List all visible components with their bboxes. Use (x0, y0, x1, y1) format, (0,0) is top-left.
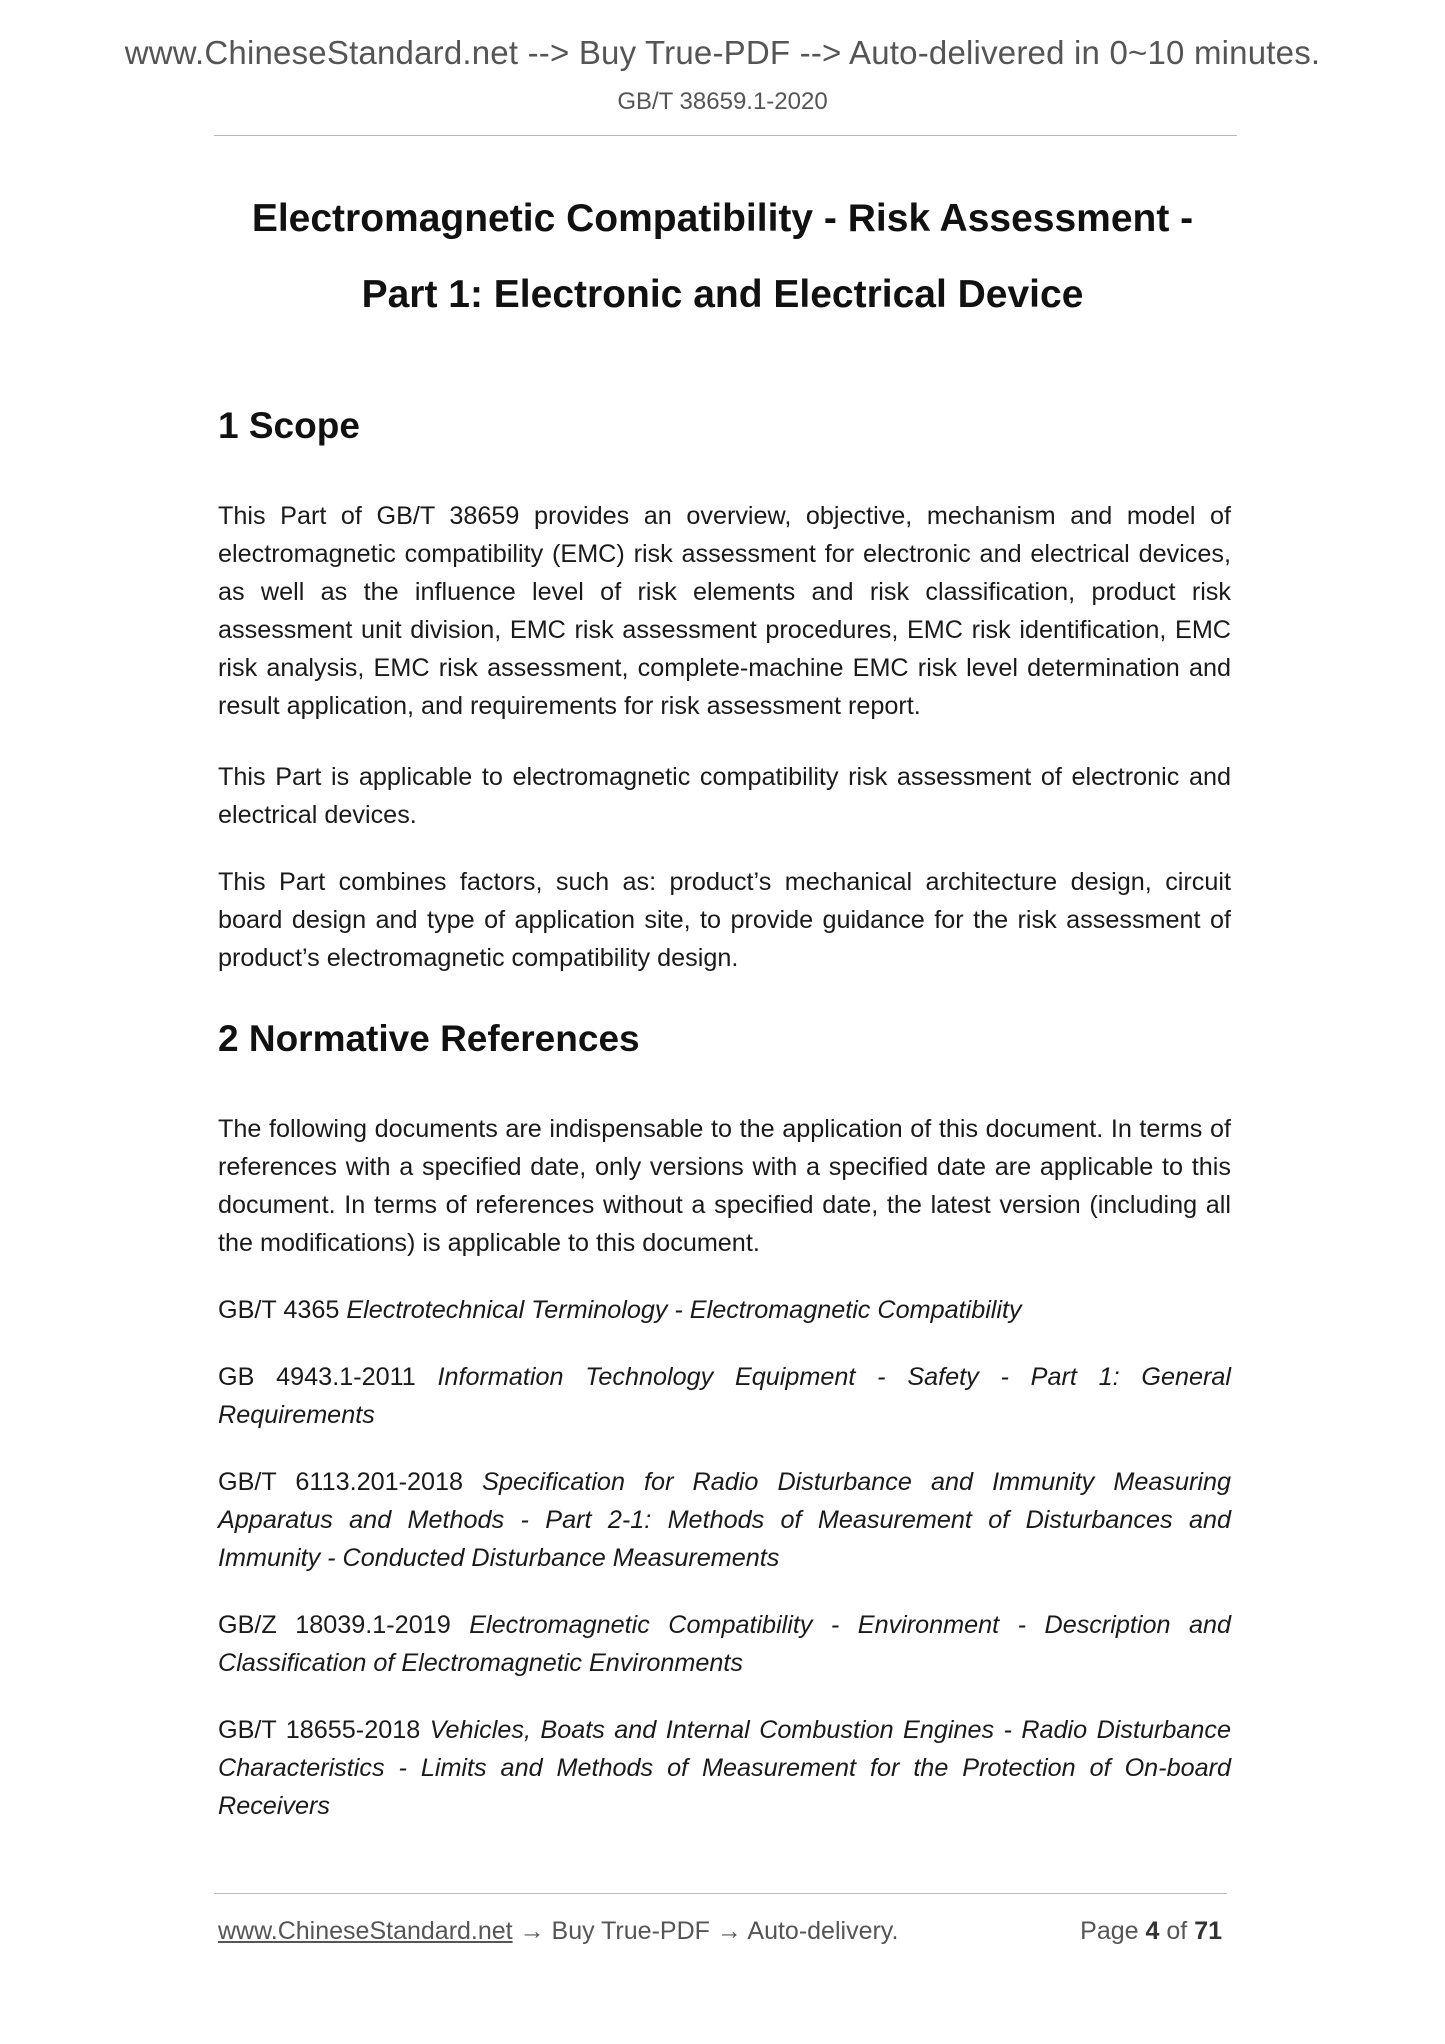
page-total: 71 (1194, 1917, 1222, 1945)
reference-item (218, 1711, 1231, 1825)
page-indicator (1080, 1917, 1222, 1946)
section-references-heading-wrap (218, 1018, 1231, 1060)
reference-item (218, 1606, 1231, 1682)
references-intro-paragraph: The following documents are indispensable to the application of this document. In terms of references with a specified date, only versions with a specified date are applicable to this document. In terms of references without a specified date, the latest version (including all the modifications) is applicable to this document. (218, 1115, 1231, 1257)
scope-paragraph: This Part is applicable to electromagnetic compatibility risk assessment of electronic and electrical devices. (218, 763, 1231, 829)
document-title-line-2: Part 1: Electronic and Electrical Device (361, 273, 1084, 316)
reference-title: Vehicles, Boats and Internal Combustion Engines - Radio Disturbance Characteristics - Limits and Methods of Measurement for the Protection of On-board Receivers (218, 1716, 1231, 1820)
section-heading-normative-references: 2 Normative References (218, 1018, 640, 1059)
scope-paragraph-3-wrap (218, 863, 1231, 977)
page-current: 4 (1145, 1917, 1160, 1945)
footer-divider (214, 1893, 1227, 1894)
reference-title: Electrotechnical Terminology - Electromagnetic Compatibility (346, 1296, 1022, 1324)
header-divider (214, 135, 1237, 136)
document-title-line-1: Electromagnetic Compatibility - Risk Assessment - (251, 197, 1194, 240)
reference-item (218, 1291, 1231, 1329)
section-heading-scope: 1 Scope (218, 405, 360, 446)
standard-code: GB/T 38659.1-2020 (617, 88, 828, 115)
reference-code: GB/T 6113.201-2018 (218, 1468, 464, 1496)
reference-item (218, 1463, 1231, 1577)
page-word: Page (1080, 1917, 1139, 1945)
section-scope-heading-wrap (218, 405, 1231, 447)
footer (218, 1917, 1222, 1946)
scope-paragraph-2-wrap (218, 758, 1231, 834)
reference-code: GB/T 18655-2018 (218, 1716, 421, 1744)
reference-code: GB/T 4365 (218, 1296, 340, 1324)
reference-title: Specification for Radio Disturbance and Immunity Measuring Apparatus and Methods - Part 2-1: Methods of Measurement of Disturbances and Immunity - Conducted Disturbance Measurements (218, 1468, 1231, 1572)
page-of: of (1166, 1917, 1188, 1945)
references-intro-wrap (218, 1110, 1231, 1262)
footer-site-link[interactable]: www.ChineseStandard.net (218, 1917, 513, 1945)
header-banner: www.ChineseStandard.net --> Buy True-PDF --> Auto-delivered in 0~10 minutes. (124, 34, 1321, 71)
reference-title: Electromagnetic Compatibility - Environment - Description and Classification of Electromagnetic Environments (218, 1611, 1231, 1677)
scope-paragraph-1-wrap (218, 497, 1231, 725)
scope-paragraph: This Part of GB/T 38659 provides an overview, objective, mechanism and model of electromagnetic compatibility (EMC) risk assessment for electronic and electrical devices, as well as the influence level of risk elements and risk classification, product risk assessment unit division, EMC risk assessment procedures, EMC risk identification, EMC risk analysis, EMC risk assessment, complete-machine EMC risk level determination and result application, and requirements for risk assessment report. (218, 502, 1231, 720)
reference-code: GB/Z 18039.1-2019 (218, 1611, 451, 1639)
scope-paragraph: This Part combines factors, such as: product’s mechanical architecture design, circuit board design and type of application site, to provide guidance for the risk assessment of product’s electromagnetic compatibility design. (218, 868, 1231, 972)
reference-code: GB 4943.1-2011 (218, 1363, 416, 1391)
footer-tagline: → Buy True-PDF → Auto-delivery. (512, 1917, 899, 1945)
reference-title: Information Technology Equipment - Safety - Part 1: General Requirements (218, 1363, 1231, 1429)
reference-item (218, 1358, 1231, 1434)
